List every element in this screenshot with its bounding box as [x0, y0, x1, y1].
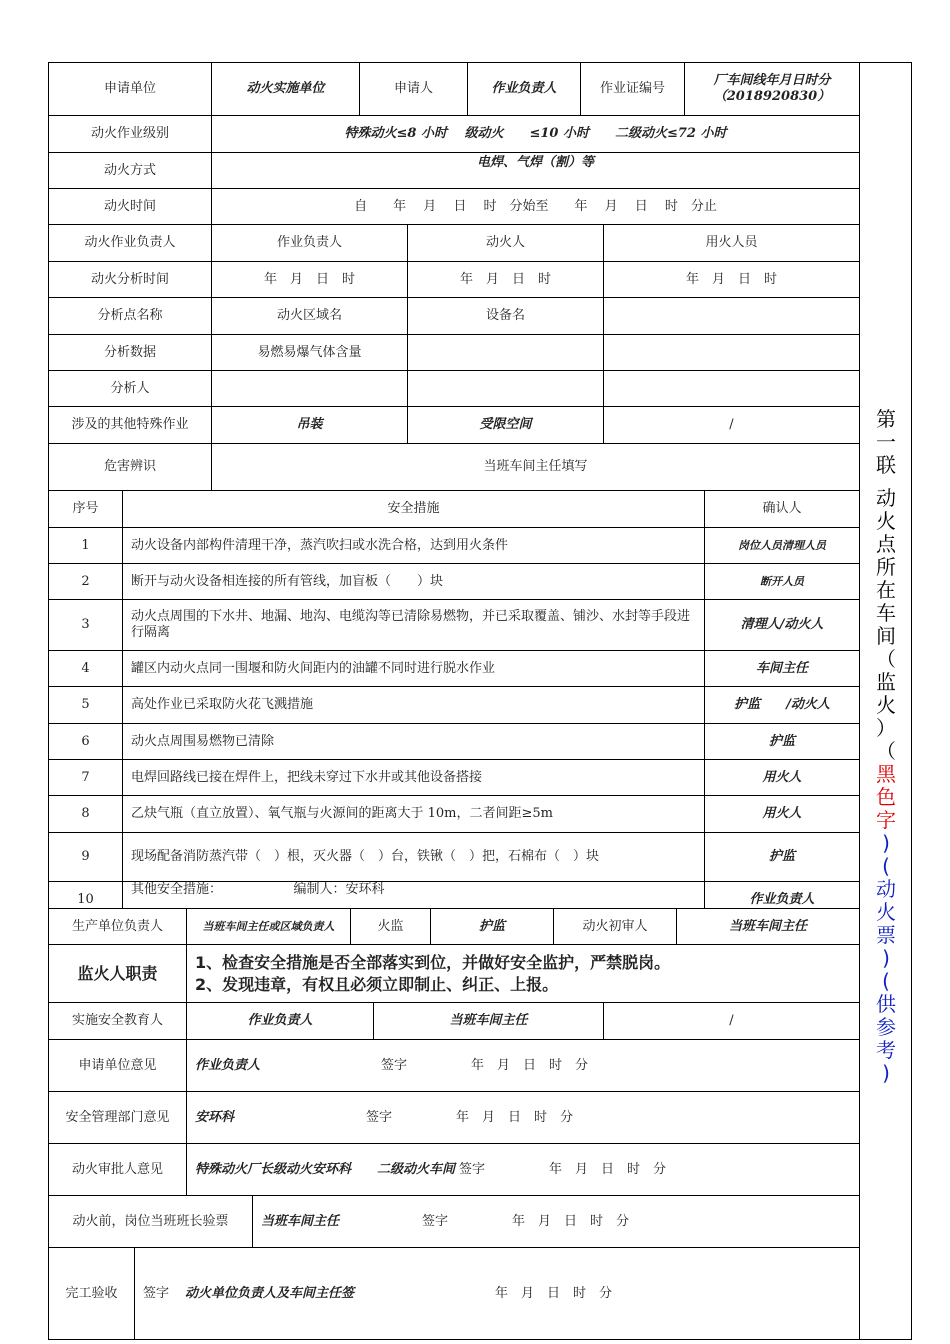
level-value: 特殊动火≤8 小时 级动火 ≤10 小时 二级动火≤72 小时 — [344, 126, 727, 142]
measure-no: 5 — [49, 687, 123, 723]
measure-text: 现场配备消防蒸汽带（ ）根，灭火器（ ）台，铁锹（ ）把，石棉布（ ）块 — [123, 833, 705, 881]
other-work-c1: 吊装 — [212, 407, 408, 443]
opinion-value: 作业负责人 — [195, 1057, 261, 1073]
reviewer-label: 动火初审人 — [554, 909, 677, 944]
measure-row — [49, 651, 859, 687]
measure-row — [49, 687, 859, 724]
side-blue-char: ( — [882, 854, 890, 878]
opinion-value: 特殊动火厂长级动火安环科 二级动火车间 — [195, 1161, 456, 1177]
analysis-data-label: 分析数据 — [49, 335, 212, 370]
analysis-point-label: 分析点名称 — [49, 298, 212, 334]
permit-no-line2: （2018920830） — [713, 89, 831, 104]
responsible-value: 当班车间主任或区域负责人 — [187, 909, 351, 944]
completion-date: 年 月 日 时 分 — [495, 1285, 613, 1301]
measure-confirm: 用火人 — [762, 806, 802, 822]
persons-c1: 作业负责人 — [212, 225, 408, 261]
reviewer-value: 当班车间主任 — [728, 918, 807, 934]
time-label: 动火时间 — [49, 189, 212, 224]
measure-confirm: 护监 — [768, 733, 795, 749]
pre-check-sign: 签字 — [422, 1213, 449, 1229]
measure-no: 9 — [49, 833, 123, 881]
side-blue-char: 参 — [876, 1015, 896, 1039]
opinion-label: 申请单位意见 — [49, 1040, 187, 1091]
side-black-char: 点 — [876, 532, 896, 556]
pre-check-row — [49, 1196, 859, 1248]
measure-confirm: 清理人/动火人 — [740, 617, 824, 633]
side-blue-char: 动 — [876, 877, 896, 901]
opinion-label: 安全管理部门意见 — [49, 1092, 187, 1143]
completion-row — [49, 1248, 859, 1339]
measure-confirm: 护监 — [768, 849, 795, 865]
education-c1: 作业负责人 — [187, 1003, 374, 1039]
apply-unit-value: 动火实施单位 — [212, 63, 360, 115]
side-red-char: 黑 — [876, 762, 896, 786]
analysis-point-c1: 动火区域名 — [212, 298, 408, 334]
measure-text: 乙炔气瓶（直立放置）、氧气瓶与火源间的距离大于 10m，二者间距≥5m — [123, 796, 705, 832]
measure-text: 罐区内动火点同一围堰和防火间距内的油罐不同时进行脱水作业 — [123, 651, 705, 686]
opinion-value: 安环科 — [195, 1109, 235, 1125]
measures-confirm-header: 确认人 — [762, 501, 802, 517]
duty-row — [49, 945, 859, 1003]
measure-no: 3 — [49, 600, 123, 650]
side-red-char: 色 — [876, 785, 896, 809]
side-black-char: 所 — [876, 555, 896, 579]
pre-check-date: 年 月 日 时 分 — [512, 1213, 630, 1229]
opinion-content — [187, 1092, 859, 1143]
pre-check-content — [253, 1196, 859, 1247]
pre-check-value: 当班车间主任 — [261, 1213, 340, 1229]
measure-text: 高处作业已采取防火花飞溅措施 — [123, 687, 705, 723]
analysis-time-label: 动火分析时间 — [49, 262, 212, 297]
measure-no: 8 — [49, 796, 123, 832]
side-black-char: ） — [876, 716, 896, 740]
opinion-sign: 签字 — [381, 1057, 408, 1073]
measures-text-header: 安全措施 — [123, 491, 705, 527]
duty-label: 监火人职责 — [49, 945, 187, 1002]
other-work-label: 涉及的其他特殊作业 — [49, 407, 212, 443]
other-work-row — [49, 407, 859, 444]
responsible-label: 生产单位负责人 — [49, 909, 187, 944]
permit-no-value — [685, 63, 859, 115]
measure-text: 动火点周围的下水井、地漏、地沟、电缆沟等已清除易燃物，并已采取覆盖、铺沙、水封等手段进行隔离 — [123, 600, 705, 650]
other-work-c2: 受限空间 — [408, 407, 604, 443]
side-black-char: 动 — [876, 486, 896, 510]
measure-row — [49, 528, 859, 564]
hazard-label: 危害辨识 — [49, 444, 212, 490]
measure-text: 断开与动火设备相连接的所有管线，加盲板（ ）块 — [123, 564, 705, 599]
measure-row — [49, 760, 859, 796]
analyst-label: 分析人 — [49, 371, 212, 406]
responsible-row — [49, 909, 859, 945]
side-black-char: 火 — [876, 693, 896, 717]
analyst-row — [49, 371, 859, 407]
measure-text: 动火设备内部构件清理干净，蒸汽吹扫或水洗合格，达到用火条件 — [123, 528, 705, 563]
apply-unit-label: 申请单位 — [49, 63, 212, 115]
side-blue-char: 票 — [876, 923, 896, 947]
opinion-sign: 签字 — [366, 1109, 393, 1125]
applicant-value: 作业负责人 — [468, 63, 581, 115]
side-black-char: 在 — [876, 578, 896, 602]
completion-value: 动火单位负责人及车间主任签 — [185, 1285, 355, 1301]
applicant-label: 申请人 — [360, 63, 468, 115]
opinion-date: 年 月 日 时 分 — [471, 1057, 589, 1073]
analysis-time-row — [49, 262, 859, 298]
hazard-value: 当班车间主任填写 — [483, 459, 588, 475]
measure-row — [49, 796, 859, 833]
analysis-data-c2 — [408, 335, 604, 370]
header-row — [49, 63, 859, 116]
measure-text: 动火点周围易燃物已清除 — [123, 724, 705, 759]
opinion-content — [187, 1144, 859, 1195]
measure-row — [49, 564, 859, 600]
measure-no: 7 — [49, 760, 123, 795]
duty-line1: 1、检查安全措施是否全部落实到位，并做好安全监护，严禁脱岗。 — [195, 952, 671, 972]
analysis-point-row — [49, 298, 859, 335]
analysis-data-c1: 易燃易爆气体含量 — [212, 335, 408, 370]
opinion-date: 年 月 日 时 分 — [456, 1109, 574, 1125]
permit-no-label: 作业证编号 — [581, 63, 685, 115]
side-black-char: 联 — [876, 453, 896, 477]
education-label: 实施安全教育人 — [49, 1003, 187, 1039]
method-label: 动火方式 — [49, 153, 212, 188]
analysis-time-c3: 年 月 日 时 — [685, 271, 777, 287]
analysis-point-c2: 设备名 — [408, 298, 604, 334]
measure-row — [49, 882, 859, 909]
side-red-char: 字 — [876, 808, 896, 832]
side-blue-char: ) — [882, 831, 890, 855]
opinion-label: 动火审批人意见 — [49, 1144, 187, 1195]
measure-confirm: 车间主任 — [755, 660, 808, 676]
side-black-char: 第 — [876, 407, 896, 431]
side-black-char: 监 — [876, 670, 896, 694]
side-blue-char: ) — [882, 946, 890, 970]
analysis-point-c3 — [604, 298, 859, 334]
measure-row — [49, 833, 859, 882]
hazard-row — [49, 444, 859, 491]
time-value: 自 年 月 日 时 分始至 年 月 日 时 分止 — [354, 198, 717, 214]
duty-line2: 2、发现违章，有权且必须立即制止、纠正、上报。 — [195, 974, 559, 994]
other-work-c3: / — [729, 417, 734, 433]
side-blue-char: 火 — [876, 900, 896, 924]
measures-no-header: 序号 — [49, 491, 123, 527]
measure-row — [49, 600, 859, 651]
side-blue-char: ( — [882, 969, 890, 993]
measure-confirm: 用火人 — [762, 769, 802, 785]
opinion-row — [49, 1144, 859, 1196]
measure-confirm: 岗位人员清理人员 — [738, 538, 826, 552]
completion-content — [135, 1248, 859, 1339]
guard-value: 护监 — [431, 909, 554, 944]
opinion-content — [187, 1040, 859, 1091]
time-row — [49, 189, 859, 225]
measures-header-row — [49, 491, 859, 528]
measure-confirm: 作业负责人 — [749, 892, 815, 908]
measure-no: 6 — [49, 724, 123, 759]
side-black-char: （ — [876, 647, 896, 671]
measure-no: 4 — [49, 651, 123, 686]
analysis-data-row — [49, 335, 859, 371]
analyst-c1 — [212, 371, 408, 406]
guard-label: 火监 — [351, 909, 431, 944]
side-black-char: （ — [876, 739, 896, 763]
opinion-date: 年 月 日 时 分 — [549, 1161, 667, 1177]
measure-no: 2 — [49, 564, 123, 599]
education-c2: 当班车间主任 — [374, 1003, 604, 1039]
side-black-char: 火 — [876, 509, 896, 533]
opinion-sign: 签字 — [459, 1161, 486, 1177]
completion-sign: 签字 — [143, 1285, 170, 1301]
duty-text — [187, 945, 859, 1002]
measure-row — [49, 724, 859, 760]
completion-label: 完工验收 — [49, 1248, 135, 1339]
education-c3: / — [729, 1013, 734, 1029]
level-label: 动火作业级别 — [49, 116, 212, 152]
persons-row — [49, 225, 859, 262]
persons-c3: 用火人员 — [705, 235, 758, 251]
measure-no: 1 — [49, 528, 123, 563]
side-column — [860, 62, 912, 1340]
persons-label: 动火作业负责人 — [49, 225, 212, 261]
analyst-c2 — [408, 371, 604, 406]
persons-c2: 动火人 — [408, 225, 604, 261]
opinion-row — [49, 1092, 859, 1144]
permit-no-line1: 厂车间线年月日时分 — [713, 73, 831, 89]
side-blue-char: 考 — [876, 1038, 896, 1062]
side-black-char: 间 — [876, 624, 896, 648]
side-black-char: 一 — [876, 430, 896, 454]
side-blue-char: ) — [882, 1061, 890, 1085]
method-value: 电焊、气焊（割）等 — [476, 155, 594, 170]
measure-no: 10 — [49, 882, 123, 908]
permit-form — [48, 62, 860, 1340]
measure-confirm: 断开人员 — [760, 574, 804, 588]
education-row — [49, 1003, 859, 1040]
measure-text: 其他安全措施： 编制人：安环科 — [123, 882, 705, 908]
pre-check-label: 动火前，岗位当班班长验票 — [49, 1196, 253, 1247]
side-blue-char: 供 — [876, 992, 896, 1016]
side-label — [860, 408, 912, 1085]
opinion-row — [49, 1040, 859, 1092]
level-row — [49, 116, 859, 153]
analysis-data-c3 — [604, 335, 859, 370]
method-row — [49, 153, 859, 189]
analysis-time-c1: 年 月 日 时 — [212, 262, 408, 297]
measure-text: 电焊回路线已接在焊件上，把线未穿过下水井或其他设备搭接 — [123, 760, 705, 795]
measure-confirm: 护监 /动火人 — [734, 697, 830, 713]
side-black-char: 车 — [876, 601, 896, 625]
analysis-time-c2: 年 月 日 时 — [408, 262, 604, 297]
analyst-c3 — [604, 371, 859, 406]
